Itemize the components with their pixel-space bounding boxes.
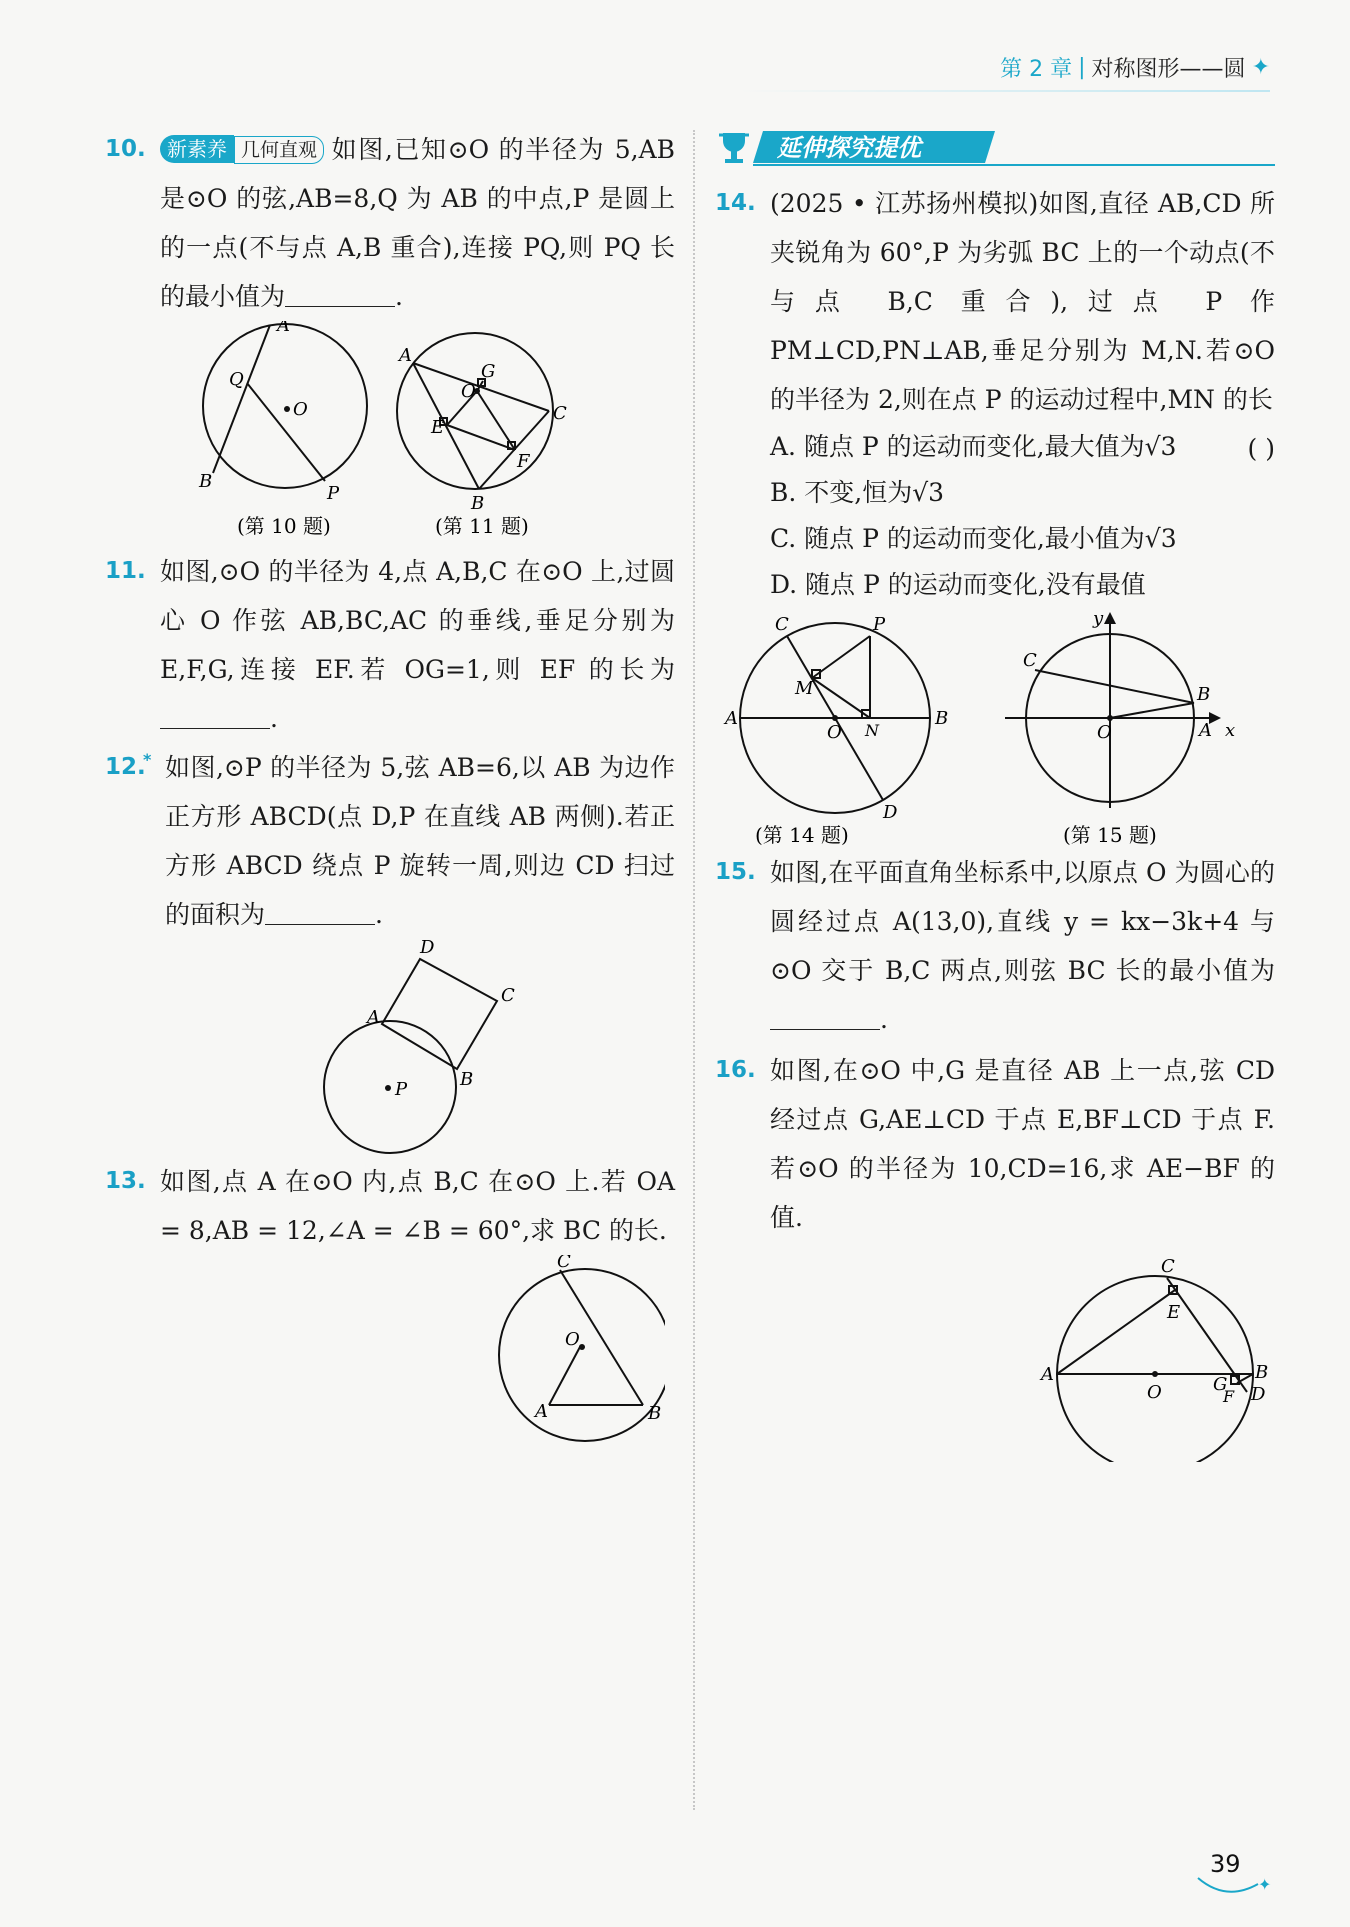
problem-number: 16. — [715, 1057, 756, 1083]
option-d[interactable]: D. 随点 P 的运动而变化,没有最值 — [770, 570, 1146, 599]
figures-10-11 — [105, 321, 675, 541]
problem-body: 如图,⊙O 的半径为 4,点 A,B,C 在⊙O 上,过圆心 O 作弦 AB,BC,AC 的垂线,垂足分别为 E,F,G,连接 EF.若 OG=1,则 EF 的长为 — [160, 557, 675, 684]
label-C: C — [557, 1255, 571, 1272]
caption-11: (第 11 题) — [435, 514, 529, 538]
label-A: A — [1041, 1364, 1054, 1385]
label-y: y — [1093, 608, 1104, 629]
label-A: A — [277, 321, 290, 336]
problem-body: 如图,已知⊙O 的半径为 5,AB 是⊙O 的弦,AB=8,Q 为 AB 的中点,P 是圆上的一点(不与点 A,B 重合),连接 PQ,则 PQ 长的最小值为 — [160, 135, 675, 311]
problem-body: (2025 • 江苏扬州模拟)如图,直径 AB,CD 所夹锐角为 60°,P 为劣弧 BC 上的一个动点(不与点 B,C 重合),过点 P 作 PM⊥CD,PN⊥AB,垂足分别为 M,N.若⊙O 的半径为 2,则在点 P 的运动过程中,MN 的长 — [770, 189, 1275, 414]
chapter-label: 第 2 章 — [1000, 57, 1073, 82]
label-D: D — [883, 802, 898, 823]
label-B: B — [460, 1069, 474, 1090]
label-O: O — [1097, 722, 1112, 743]
header-rule — [740, 90, 1270, 92]
answer-paren: ( ) — [1247, 434, 1275, 463]
problem-body: 如图,点 A 在⊙O 内,点 B,C 在⊙O 上.若 OA = 8,AB = 12,∠A = ∠B = 60°,求 BC 的长. — [160, 1167, 675, 1245]
problem-text: 如图,在平面直角坐标系中,以原点 O 为圆心的圆经过点 A(13,0),直线 y = kx−3k+4 与⊙O 交于 B,C 两点,则弦 BC 长的最小值为. — [770, 858, 1275, 1034]
caption-10: (第 10 题) — [237, 514, 331, 538]
problem-number: 14. — [715, 190, 756, 216]
label-B: B — [1255, 1362, 1269, 1383]
literacy-tag: 新素养 — [160, 135, 234, 163]
label-F: F — [517, 451, 530, 472]
problem-text: 如图,⊙P 的半径为 5,弦 AB=6,以 AB 为边作正方形 ABCD(点 D,P 在直线 AB 两侧).若正方形 ABCD 绕点 P 旋转一周,则边 CD 扫过的面积为 . — [165, 753, 675, 929]
left-column — [105, 125, 675, 1455]
problem-14 — [715, 179, 1275, 608]
problem-10 — [105, 125, 675, 321]
label-C: C — [501, 985, 515, 1006]
label-O: O — [1147, 1382, 1162, 1403]
label-G: G — [481, 361, 496, 382]
label-x: x — [1225, 720, 1236, 741]
problem-12 — [105, 743, 675, 939]
column-divider — [693, 130, 695, 1810]
label-D: D — [420, 939, 435, 958]
figure-16-wrap — [715, 1242, 1275, 1462]
label-B: B — [935, 708, 949, 729]
label-O: O — [565, 1329, 580, 1350]
label-A: A — [725, 708, 738, 729]
label-A: A — [399, 345, 412, 366]
label-C: C — [1023, 650, 1037, 671]
option-c[interactable]: C. 随点 P 的运动而变化,最小值为√3 — [770, 524, 1177, 553]
caption-14: (第 14 题) — [755, 823, 849, 847]
figure-10-11 — [105, 321, 665, 541]
chapter-title: 对称图形——圆 — [1091, 57, 1246, 82]
label-P: P — [873, 614, 886, 635]
trophy-icon — [719, 133, 749, 163]
figure-12-wrap — [105, 939, 675, 1157]
problem-text: 如图,⊙O 的半径为 4,点 A,B,C 在⊙O 上,过圆心 O 作弦 AB,BC,AC 的垂线,垂足分别为 E,F,G,连接 EF.若 OG=1,则 EF 的长为. — [160, 557, 675, 733]
problem-body: 如图,⊙P 的半径为 5,弦 AB=6,以 AB 为边作正方形 ABCD(点 D,P 在直线 AB 两侧).若正方形 ABCD 绕点 P 旋转一周,则边 CD 扫过的面积为 — [165, 753, 675, 929]
label-O: O — [827, 722, 842, 743]
figure-10 — [203, 324, 367, 488]
label-Q: Q — [229, 369, 244, 390]
label-A: A — [1199, 720, 1212, 741]
problem-text — [770, 1046, 1275, 1242]
option-b[interactable]: B. 不变,恒为√3 — [770, 478, 945, 507]
label-E: E — [1167, 1302, 1181, 1323]
label-E: E — [431, 417, 445, 438]
figure-13-wrap — [105, 1255, 675, 1455]
label-C: C — [775, 614, 789, 635]
answer-blank — [265, 898, 375, 925]
star-icon: ✦ — [1251, 55, 1270, 80]
page-number-decoration — [1196, 1874, 1276, 1904]
label-O: O — [293, 399, 308, 420]
figure-16 — [715, 1242, 1275, 1462]
label-P: P — [395, 1079, 408, 1100]
label-C: C — [1161, 1256, 1175, 1277]
page-header — [1000, 52, 1270, 83]
answer-blank — [160, 702, 270, 729]
problem-number: 10. — [105, 136, 146, 162]
figure-14-15 — [715, 608, 1275, 848]
problem-number: 13. — [105, 1168, 146, 1194]
label-B: B — [1197, 684, 1211, 705]
section-title: 延伸探究提优 — [777, 134, 921, 162]
label-M: M — [795, 678, 814, 699]
difficulty-mark: * — [143, 750, 152, 769]
figure-12 — [105, 939, 665, 1157]
problem-16 — [715, 1046, 1275, 1242]
figure-13 — [105, 1255, 665, 1455]
page-number: 39 — [1210, 1850, 1241, 1878]
label-O: O — [461, 381, 476, 402]
answer-blank — [770, 1003, 880, 1030]
label-C: C — [553, 403, 567, 424]
problem-body: 如图,在平面直角坐标系中,以原点 O 为圆心的圆经过点 A(13,0),直线 y = kx−3k+4 与⊙O 交于 B,C 两点,则弦 BC 长的最小值为 — [770, 858, 1275, 985]
header-separator: | — [1078, 55, 1086, 80]
options — [770, 424, 1275, 608]
problem-11 — [105, 547, 675, 743]
option-a[interactable]: A. 随点 P 的运动而变化,最大值为√3 — [770, 432, 1177, 461]
label-F: F — [1223, 1387, 1235, 1406]
label-G: G — [1213, 1374, 1228, 1395]
label-B: B — [648, 1403, 662, 1424]
star-icon: ✦ — [1258, 1875, 1272, 1894]
problem-number: 11. — [105, 558, 146, 584]
caption-15: (第 15 题) — [1063, 823, 1157, 847]
label-N: N — [865, 721, 879, 740]
right-column — [715, 125, 1275, 1462]
figures-14-15 — [715, 608, 1275, 848]
problem-number: 12. — [105, 754, 146, 780]
label-B: B — [199, 471, 213, 492]
problem-number: 15. — [715, 859, 756, 885]
label-D: D — [1251, 1384, 1266, 1405]
answer-blank — [285, 280, 395, 307]
label-A: A — [367, 1007, 380, 1028]
label-A: A — [535, 1401, 548, 1422]
problem-body: 如图,在⊙O 中,G 是直径 AB 上一点,弦 CD 经过点 G,AE⊥CD 于点 E,BF⊥CD 于点 F.若⊙O 的半径为 10,CD=16,求 AE−BF 的值. — [770, 1056, 1275, 1232]
literacy-subtag: 几何直观 — [234, 136, 324, 164]
problem-13 — [105, 1157, 675, 1255]
problem-15 — [715, 848, 1275, 1044]
label-B: B — [471, 493, 485, 514]
problem-text: 新素养 几何直观 如图,已知⊙O 的半径为 5,AB 是⊙O 的弦,AB=8,Q 为 AB 的中点,P 是圆上的一点(不与点 A,B 重合),连接 PQ,则 PQ 长的最小值为 . — [160, 135, 675, 311]
label-P: P — [327, 483, 340, 504]
section-banner — [715, 125, 1275, 169]
problem-text — [160, 1157, 675, 1255]
figure-11 — [397, 333, 553, 489]
